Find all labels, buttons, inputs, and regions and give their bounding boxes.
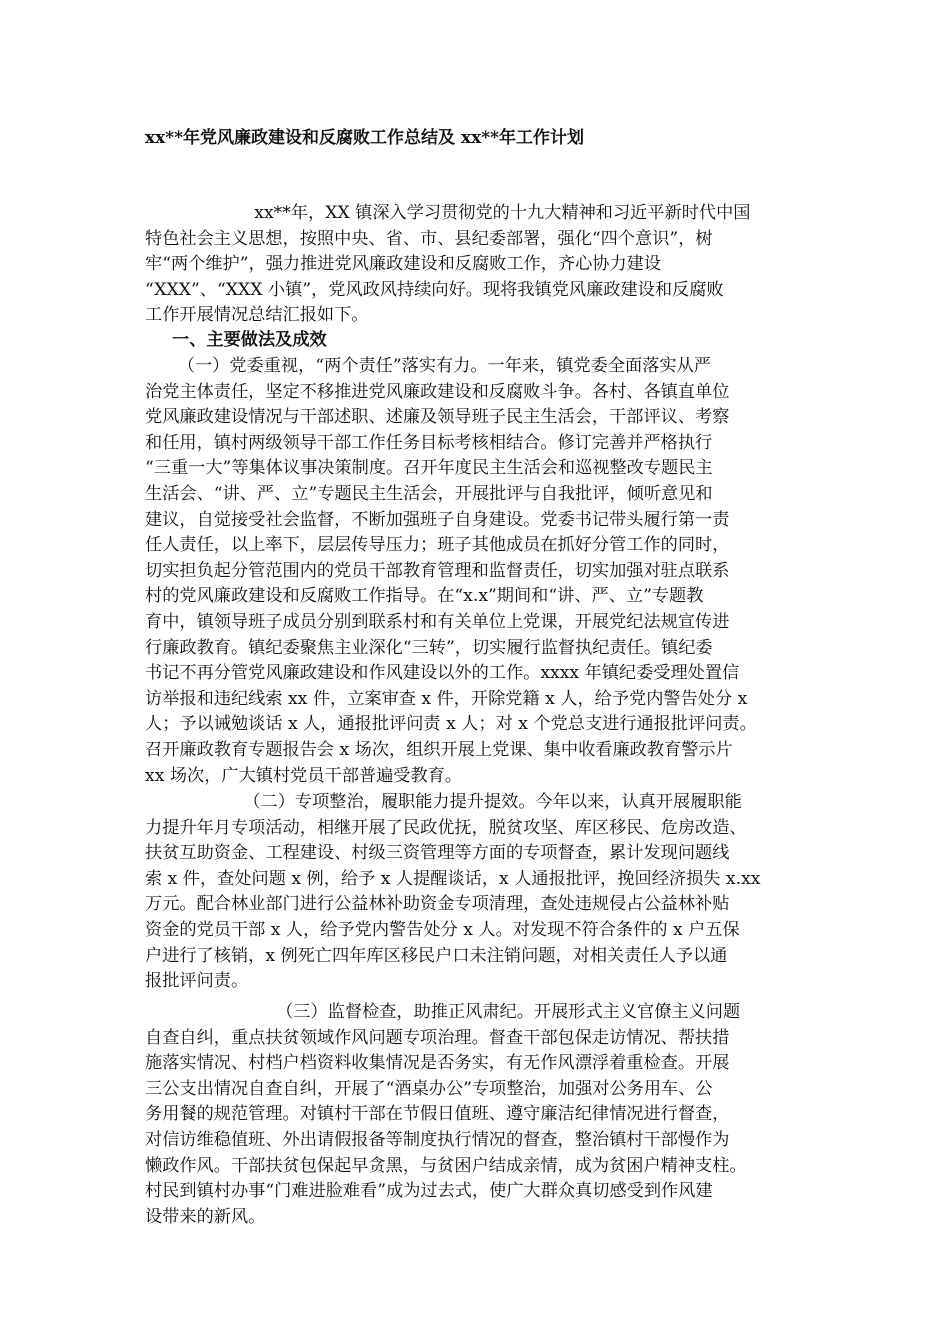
- paragraph-line: 任人责任，以上率下，层层传导压力；班子其他成员在抓好分管工作的同时，: [145, 535, 730, 556]
- document-title: xx**年党风廉政建设和反腐败工作总结及 xx**年工作计划: [145, 128, 585, 148]
- paragraph-line: （一）党委重视，“两个责任”落实有力。一年来，镇党委全面落实从严: [145, 356, 711, 376]
- paragraph-line: 施落实情况、村档户档资料收集情况是否务实，有无作风漂浮着重检查。开展: [145, 1053, 730, 1074]
- paragraph-line: 索 x 件，查处问题 x 例，给予 x 人提醒谈话，x 人通报批评，挽回经济损失 x.xx: [145, 868, 761, 889]
- paragraph-line: 对信访维稳值班、外出请假报备等制度执行情况的督查，整治镇村干部慢作为: [145, 1129, 730, 1150]
- paragraph-line: 力提升年月专项活动，相继开展了民政优抚，脱贫攻坚、库区移民、危房改造、: [145, 817, 747, 838]
- paragraph-line: 生活会、“讲、严、立”专题民主生活会，开展批评与自我批评，倾听意见和: [145, 483, 713, 504]
- paragraph-line: 访举报和违纪线索 xx 件，立案审查 x 件，开除党籍 x 人，给予党内警告处分 x: [145, 688, 748, 709]
- paragraph-line: 户进行了核销，x 例死亡四年库区移民户口未注销问题，对相关责任人予以通: [145, 945, 728, 966]
- paragraph-line: 召开廉政教育专题报告会 x 场次，组织开展上党课、集中收看廉政教育警示片: [145, 739, 733, 760]
- intro-line: 工作开展情况总结汇报如下。: [145, 305, 369, 326]
- paragraph-line: （二）专项整治，履职能力提升提效。今年以来，认真开展履职能: [145, 792, 742, 812]
- paragraph-two: [145, 790, 805, 995]
- paragraph-three: [145, 1000, 805, 1230]
- paragraph-line: “三重一大”等集体议事决策制度。召开年度民主生活会和巡视整改专题民主: [145, 458, 713, 479]
- section-heading: 一、主要做法及成效: [172, 330, 327, 350]
- paragraph-line: 村民到镇村办事“门难进脸难看”成为过去式，使广大群众真切感受到作风建: [145, 1181, 713, 1202]
- paragraph-line: xx 场次，广大镇村党员干部普遍受教育。: [145, 765, 463, 786]
- intro-line: xx**年，XX 镇深入学习贯彻党的十九大精神和习近平新时代中国: [145, 203, 751, 223]
- paragraph-line: 建议，自觉接受社会监督，不断加强班子自身建设。党委书记带头履行第一责: [145, 509, 730, 530]
- paragraph-line: 育中，镇领导班子成员分别到联系村和有关单位上党课，开展党纪法规宣传进: [145, 611, 730, 632]
- intro-line: 特色社会主义思想，按照中央、省、市、县纪委部署，强化“四个意识”，树: [145, 228, 713, 249]
- paragraph-line: 治党主体责任，坚定不移推进党风廉政建设和反腐败斗争。各村、各镇直单位: [145, 381, 730, 402]
- intro-paragraph: [145, 201, 805, 329]
- paragraph-line: 扶贫互助资金、工程建设、村级三资管理等方面的专项督查，累计发现问题线: [145, 843, 730, 864]
- paragraph-line: 行廉政教育。镇纪委聚焦主业深化“三转”，切实履行监督执纪责任。镇纪委: [145, 637, 713, 658]
- paragraph-line: 报批评问责。: [145, 971, 249, 992]
- paragraph-line: 三公支出情况自查自纠，开展了“酒桌办公”专项整治，加强对公务用车、公: [145, 1078, 713, 1099]
- paragraph-line: 人；予以诫勉谈话 x 人，通报批评问责 x 人；对 x 个党总支进行通报批评问责。: [145, 714, 757, 735]
- paragraph-line: 务用餐的规范管理。对镇村干部在节假日值班、遵守廉洁纪律情况进行督查，: [145, 1104, 730, 1125]
- intro-line: “XXX”、“XXX 小镇”，党风政风持续向好。现将我镇党风廉政建设和反腐败: [145, 279, 724, 300]
- paragraph-line: 资金的党员干部 x 人，给予党内警告处分 x 人。对发现不符合条件的 x 户五保: [145, 919, 740, 940]
- paragraph-one: [145, 354, 805, 789]
- paragraph-line: 和任用，镇村两级领导干部工作任务目标考核相结合。修订完善并严格执行: [145, 432, 713, 453]
- paragraph-line: 书记不再分管党风廉政建设和作风建设以外的工作。xxxx 年镇纪委受理处置信: [145, 663, 740, 684]
- intro-line: 牢“两个维护”，强力推进党风廉政建设和反腐败工作，齐心协力建设: [145, 254, 662, 275]
- paragraph-line: 党风廉政建设情况与干部述职、述廉及领导班子民主生活会，干部评议、考察: [145, 407, 730, 428]
- paragraph-line: 懒政作风。干部扶贫包保起早贪黑，与贫困户结成亲情，成为贫困户精神支柱。: [145, 1155, 747, 1176]
- paragraph-line: 村的党风廉政建设和反腐败工作指导。在“x.x”期间和“讲、严、立”专题教: [145, 586, 704, 607]
- paragraph-line: 设带来的新风。: [145, 1206, 266, 1227]
- paragraph-line: （三）监督检查，助推正风肃纪。开展形式主义官僚主义问题: [145, 1002, 741, 1022]
- paragraph-line: 切实担负起分管范围内的党员干部教育管理和监督责任，切实加强对驻点联系: [145, 560, 730, 581]
- paragraph-line: 万元。配合林业部门进行公益林补助资金专项清理，查处违规侵占公益林补贴: [145, 894, 730, 915]
- paragraph-line: 自查自纠，重点扶贫领域作风问题专项治理。督查干部包保走访情况、帮扶措: [145, 1027, 730, 1048]
